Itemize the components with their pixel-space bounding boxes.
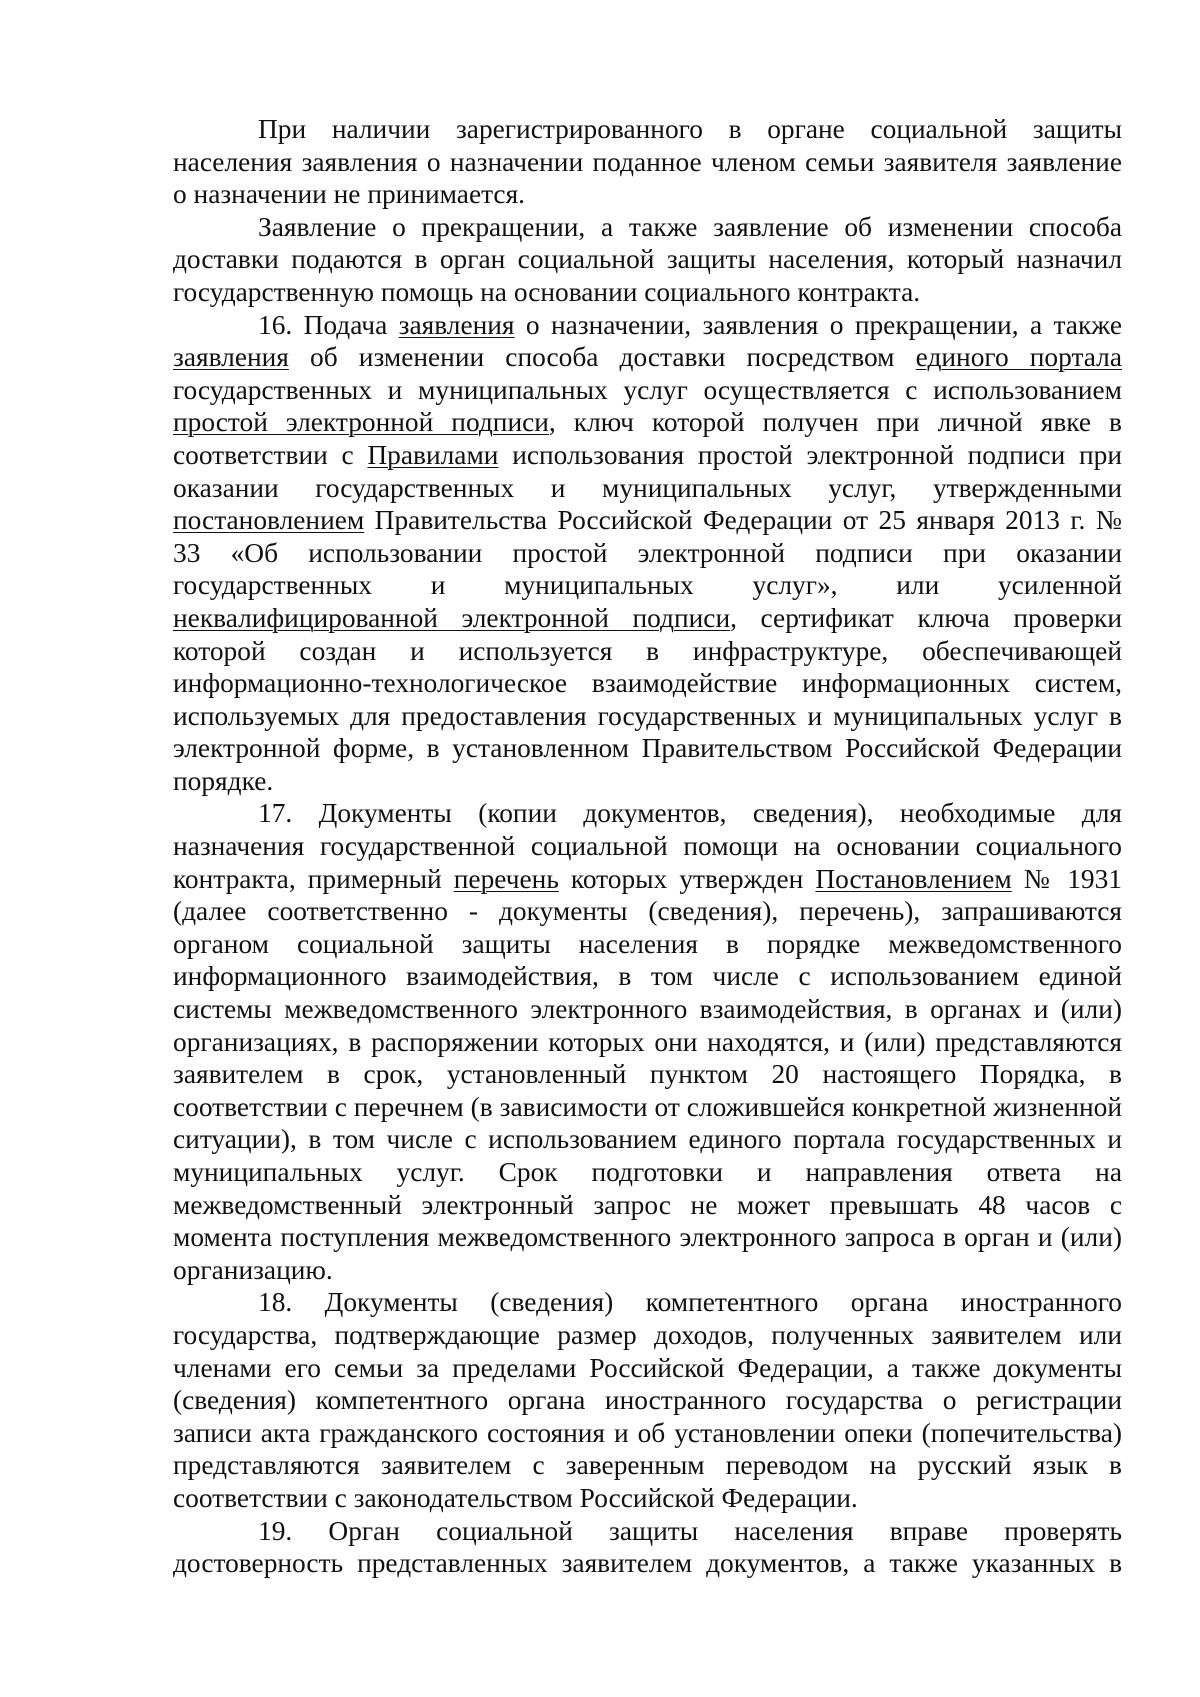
paragraph-text: использования простой электронной подписи при оказании государственных и муниципальных услуг, утвержденными <box>173 439 1122 503</box>
legal-reference-link[interactable]: неквалифицированной электронной подписи <box>173 602 731 633</box>
document-body <box>173 113 1122 1580</box>
paragraph-text: Заявление о прекращении, а также заявление об изменении способа доставки подаются в орган социальной защиты населения, который назначил государственную помощь на основании социального контракта. <box>173 211 1122 307</box>
paragraph-p19 <box>173 1515 1122 1580</box>
paragraph-p16 <box>173 309 1122 798</box>
paragraph-text: государственных и муниципальных услуг осуществляется с использованием <box>173 374 1122 405</box>
paragraph-p1 <box>173 113 1122 211</box>
paragraph-p17 <box>173 797 1122 1286</box>
legal-reference-link[interactable]: заявления <box>398 309 515 340</box>
legal-reference-link[interactable]: заявления <box>173 342 289 373</box>
paragraph-text: , ключ которой получен при личной явке в соответствии с <box>173 407 1122 470</box>
paragraph-text: 19. Орган социальной защиты населения вправе проверять достоверность представленных заявителем документов, а также указанных в <box>173 1515 1122 1579</box>
paragraph-text: , сертификат ключа проверки которой создан и используется в инфраструктуре, обеспечивающей информационно-технологическое взаимодействие информационных систем, используемых для предоставления государственных и муниципальных услуг в электронной форме, в установленном Правительством Российской Федерации порядке. <box>173 602 1122 796</box>
legal-reference-link[interactable]: постановлением <box>173 505 365 536</box>
paragraph-text: Правительства Российской Федерации от 25 января 2013 г. № 33 «Об использовании простой электронной подписи при оказании государственных и муниципальных услуг», или усиленной <box>173 505 1122 601</box>
legal-reference-link[interactable]: Постановлением <box>815 863 1012 894</box>
paragraph-text: об изменении способа доставки посредством <box>288 342 916 373</box>
legal-reference-link[interactable]: простой электронной подписи <box>173 407 549 438</box>
paragraph-text: При наличии зарегистрированного в органе социальной защиты населения заявления о назначении поданное членом семьи заявителя заявление о назначении не принимается. <box>173 114 1122 210</box>
paragraph-text: 18. Документы (сведения) компетентного органа иностранного государства, подтверждающие размер доходов, полученных заявителем или членами его семьи за пределами Российской Федерации, а также документы (сведения) компетентного органа иностранного государства о регистрации записи акта гражданского состояния и об установлении опеки (попечительства) представляются заявителем с заверенным переводом на русский язык в соответствии с законодательством Российской Федерации. <box>173 1287 1122 1513</box>
paragraph-text: 16. Подача <box>258 309 399 340</box>
paragraph-text: которых утвержден <box>558 863 816 894</box>
paragraph-text: № 1931 (далее соответственно - документы (сведения), перечень), запрашиваются органом социальной защиты населения в порядке межведомственного информационного взаимодействия, в том числе с использованием единой системы межведомственного электронного взаимодействия, в органах и (или) организациях, в распоряжении которых они находятся, и (или) представляются заявителем в срок, установленный пунктом 20 настоящего Порядка, в соответствии с перечнем (в зависимости от сложившейся конкретной жизненной ситуации), в том числе с использованием единого портала государственных и муниципальных услуг. Срок подготовки и направления ответа на межведомственный электронный запрос не может превышать 48 часов с момента поступления межведомственного электронного запроса в орган и (или) организацию. <box>173 863 1123 1285</box>
paragraph-p18 <box>173 1286 1122 1514</box>
legal-reference-link[interactable]: единого портала <box>915 342 1122 373</box>
paragraph-text: о назначении, заявления о прекращении, а также <box>514 309 1122 340</box>
legal-reference-link[interactable]: перечень <box>453 863 559 894</box>
legal-reference-link[interactable]: Правилами <box>367 439 499 470</box>
paragraph-text: 17. Документы (копии документов, сведения), необходимые для назначения государственной социальной помощи на основании социального контракта, примерный <box>173 798 1122 894</box>
paragraph-p2 <box>173 211 1122 309</box>
